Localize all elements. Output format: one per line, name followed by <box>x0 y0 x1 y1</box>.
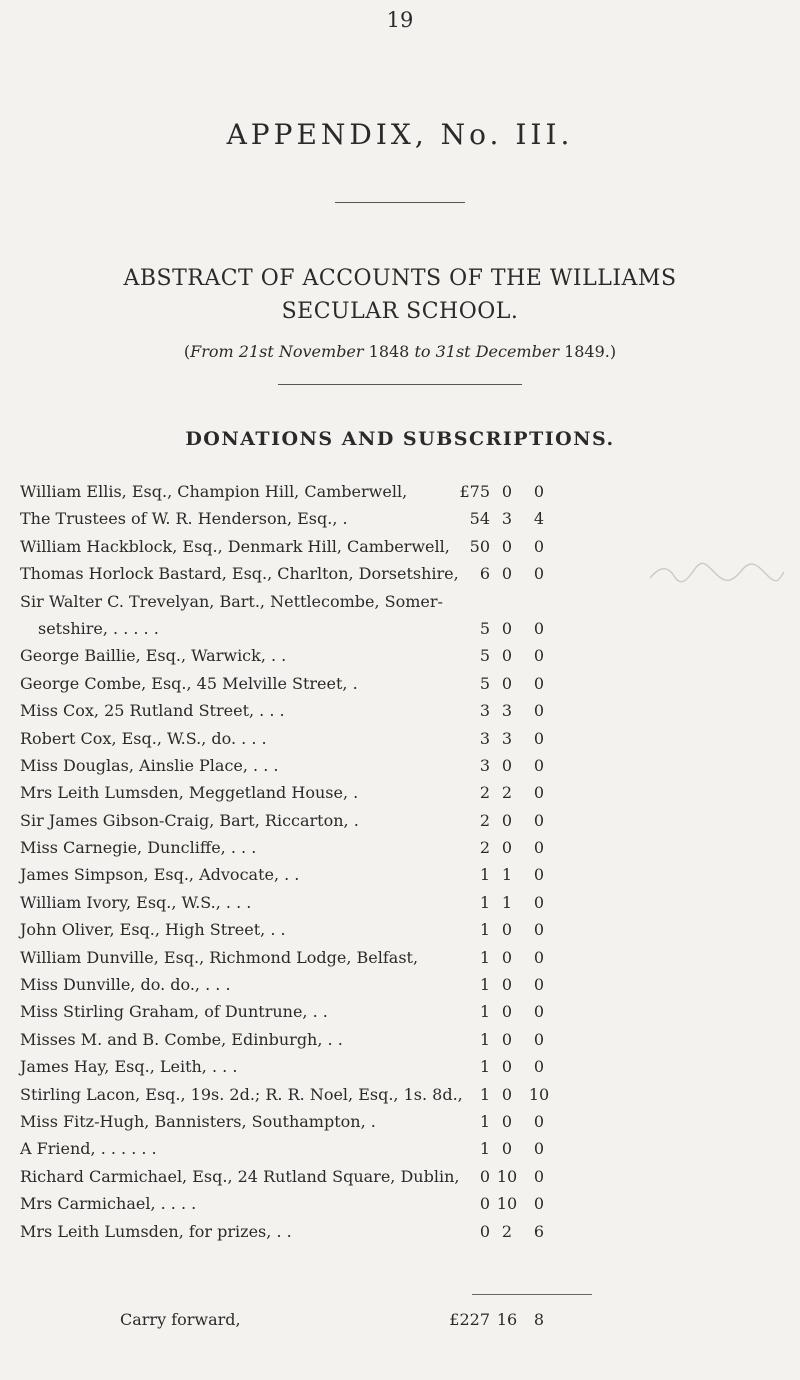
donor-name: Richard Carmichael, Esq., 24 Rutland Square, Dublin, <box>20 1166 460 1186</box>
amount-pence: 0 <box>533 1057 545 1077</box>
amount-pounds: 3 <box>479 701 490 721</box>
amount-pence: 0 <box>533 920 545 940</box>
accounting-period <box>0 342 800 361</box>
total-rule <box>472 1294 592 1295</box>
amount-pence: 0 <box>533 1139 545 1159</box>
period-from: From <box>190 342 234 361</box>
amount-shillings: 0 <box>501 975 513 995</box>
donation-row <box>0 889 800 916</box>
donor-name: Robert Cox, Esq., W.S., do. . . . <box>20 728 267 748</box>
amount-shillings: 0 <box>501 755 513 775</box>
amount-pounds: 2 <box>479 783 490 803</box>
amount-pounds: 1 <box>479 947 490 967</box>
amount-pounds: 54 <box>469 509 490 529</box>
amount-shillings: 0 <box>501 646 513 666</box>
donor-name: James Hay, Esq., Leith, . . . <box>20 1057 238 1077</box>
amount-pounds: 1 <box>479 1002 490 1022</box>
donor-name: Sir Walter C. Trevelyan, Bart., Nettlecombe, Somer- <box>20 591 443 611</box>
amount-shillings: 0 <box>501 1057 513 1077</box>
donation-row <box>0 1190 800 1217</box>
amount-shillings: 10 <box>496 1194 518 1214</box>
donor-name: William Dunville, Esq., Richmond Lodge, Belfast, <box>20 947 419 967</box>
donor-name: Miss Cox, 25 Rutland Street, . . . <box>20 701 285 721</box>
amount-pence: 4 <box>533 509 545 529</box>
amount-shillings: 0 <box>501 1139 513 1159</box>
page-number: 19 <box>386 8 414 32</box>
donation-row <box>0 1081 800 1108</box>
amount-shillings: 0 <box>501 838 513 858</box>
amount-pounds: 6 <box>479 564 490 584</box>
amount-pounds: 3 <box>479 755 490 775</box>
period-end-month: December <box>475 342 559 361</box>
amount-pounds: 1 <box>479 1029 490 1049</box>
amount-shillings: 2 <box>501 1221 513 1241</box>
amount-shillings: 3 <box>501 701 513 721</box>
donation-row <box>0 478 800 505</box>
donor-name: setshire, . . . . . <box>38 618 159 638</box>
amount-pounds: 1 <box>479 1057 490 1077</box>
donation-row <box>0 779 800 806</box>
donor-name: John Oliver, Esq., High Street, . . <box>20 920 286 940</box>
donation-row <box>0 1053 800 1080</box>
amount-pence: 0 <box>533 810 545 830</box>
amount-shillings: 0 <box>501 810 513 830</box>
donation-row <box>0 505 800 532</box>
carry-forward-pounds: £227 <box>449 1310 490 1329</box>
amount-shillings: 1 <box>501 865 513 885</box>
amount-pounds: 0 <box>479 1194 490 1214</box>
amount-pounds: 1 <box>479 975 490 995</box>
amount-shillings: 0 <box>501 1111 513 1131</box>
amount-pounds: 1 <box>479 1111 490 1131</box>
amount-pence: 0 <box>533 1194 545 1214</box>
amount-pounds: 1 <box>479 1139 490 1159</box>
donor-name: Miss Stirling Graham, of Duntrune, . . <box>20 1002 328 1022</box>
amount-pounds: £75 <box>459 482 490 501</box>
faint-handwriting-mark <box>646 560 786 584</box>
amount-pounds: 5 <box>479 673 490 693</box>
donation-row <box>0 615 800 642</box>
amount-shillings: 0 <box>501 564 513 584</box>
donor-name: James Simpson, Esq., Advocate, . . <box>20 865 300 885</box>
amount-shillings: 0 <box>501 1002 513 1022</box>
amount-pence: 0 <box>533 1002 545 1022</box>
carry-forward-pence: 8 <box>533 1310 545 1329</box>
period-start-year: 1848 <box>368 342 410 361</box>
donation-row <box>0 1108 800 1135</box>
amount-pence: 0 <box>533 892 545 912</box>
period-end-year: 1849 <box>564 342 605 361</box>
amount-pence: 0 <box>533 783 545 803</box>
amount-shillings: 0 <box>501 536 513 556</box>
donor-name: Thomas Horlock Bastard, Esq., Charlton, Dorsetshire, <box>20 564 459 584</box>
abstract-title <box>0 262 800 328</box>
amount-pence: 10 <box>528 1084 550 1104</box>
donation-row <box>0 1135 800 1162</box>
amount-shillings: 0 <box>501 1084 513 1104</box>
amount-pence: 0 <box>533 755 545 775</box>
donor-name: Miss Carnegie, Duncliffe, . . . <box>20 838 257 858</box>
amount-pounds: 1 <box>479 1084 490 1104</box>
period-end-day: 31st <box>435 342 471 361</box>
donor-name: William Ivory, Esq., W.S., . . . <box>20 892 252 912</box>
appendix-title: APPENDIX, No. III. <box>226 118 574 151</box>
amount-pounds: 50 <box>469 536 490 556</box>
donor-name: William Ellis, Esq., Champion Hill, Camberwell, <box>20 482 408 501</box>
donation-row <box>0 533 800 560</box>
amount-pence: 0 <box>533 673 545 693</box>
divider-rule <box>278 384 522 385</box>
amount-pence: 0 <box>533 728 545 748</box>
amount-pounds: 1 <box>479 920 490 940</box>
carry-forward-label: Carry forward, <box>120 1310 241 1329</box>
amount-shillings: 10 <box>496 1166 518 1186</box>
amount-shillings: 0 <box>501 947 513 967</box>
donation-row <box>0 834 800 861</box>
donation-row <box>0 1163 800 1190</box>
amount-pounds: 2 <box>479 838 490 858</box>
donation-row <box>0 697 800 724</box>
amount-pence: 0 <box>533 1166 545 1186</box>
amount-shillings: 3 <box>501 509 513 529</box>
amount-shillings: 0 <box>501 673 513 693</box>
donation-row <box>0 998 800 1025</box>
donor-name: A Friend, . . . . . . <box>20 1139 157 1159</box>
amount-pence: 0 <box>533 1111 545 1131</box>
donor-name: Mrs Leith Lumsden, Meggetland House, . <box>20 783 359 803</box>
donor-name: Miss Douglas, Ainslie Place, . . . <box>20 755 279 775</box>
donation-row <box>0 752 800 779</box>
amount-pence: 0 <box>533 947 545 967</box>
amount-pence: 0 <box>533 536 545 556</box>
donation-row <box>0 861 800 888</box>
donor-name: Mrs Leith Lumsden, for prizes, . . <box>20 1221 292 1241</box>
amount-pounds: 1 <box>479 892 490 912</box>
donation-row <box>0 1218 800 1245</box>
amount-shillings: 2 <box>501 783 513 803</box>
amount-pence: 0 <box>533 618 545 638</box>
amount-pence: 0 <box>533 975 545 995</box>
amount-pence: 0 <box>533 1029 545 1049</box>
divider-rule <box>335 202 465 203</box>
donation-row <box>0 944 800 971</box>
amount-shillings: 0 <box>501 618 513 638</box>
amount-pounds: 0 <box>479 1221 490 1241</box>
donation-row <box>0 642 800 669</box>
amount-shillings: 0 <box>501 920 513 940</box>
period-close: .) <box>604 342 617 361</box>
amount-pounds: 5 <box>479 618 490 638</box>
donor-name: Miss Dunville, do. do., . . . <box>20 975 231 995</box>
donation-row <box>0 807 800 834</box>
carry-forward-shillings: 16 <box>496 1310 518 1329</box>
period-start-month: November <box>278 342 364 361</box>
amount-pence: 0 <box>533 838 545 858</box>
abstract-title-line2: SECULAR SCHOOL. <box>281 299 519 324</box>
amount-pence: 0 <box>533 482 545 501</box>
donation-row <box>0 588 800 615</box>
amount-pence: 0 <box>533 646 545 666</box>
amount-pounds: 5 <box>479 646 490 666</box>
amount-shillings: 1 <box>501 892 513 912</box>
donations-list <box>0 478 800 1245</box>
donor-name: The Trustees of W. R. Henderson, Esq., . <box>20 509 348 529</box>
amount-pounds: 1 <box>479 865 490 885</box>
abstract-title-line1: ABSTRACT OF ACCOUNTS OF THE WILLIAMS <box>123 266 677 291</box>
amount-shillings: 3 <box>501 728 513 748</box>
amount-shillings: 0 <box>501 1029 513 1049</box>
amount-shillings: 0 <box>501 482 513 501</box>
period-to: to <box>414 342 431 361</box>
donation-row <box>0 725 800 752</box>
donation-row <box>0 971 800 998</box>
amount-pounds: 3 <box>479 728 490 748</box>
donor-name: Miss Fitz-Hugh, Bannisters, Southampton, . <box>20 1111 376 1131</box>
carry-forward-row <box>0 1306 800 1333</box>
period-start-day: 21st <box>238 342 274 361</box>
donor-name: Stirling Lacon, Esq., 19s. 2d.; R. R. Noel, Esq., 1s. 8d., <box>20 1084 463 1104</box>
amount-pence: 6 <box>533 1221 545 1241</box>
donor-name: George Combe, Esq., 45 Melville Street, . <box>20 673 358 693</box>
donation-row <box>0 670 800 697</box>
donor-name: Mrs Carmichael, . . . . <box>20 1194 197 1214</box>
donor-name: William Hackblock, Esq., Denmark Hill, Camberwell, <box>20 536 450 556</box>
donor-name: Sir James Gibson-Craig, Bart, Riccarton, . <box>20 810 359 830</box>
section-heading: DONATIONS AND SUBSCRIPTIONS. <box>185 428 615 450</box>
amount-pence: 0 <box>533 865 545 885</box>
period-open: ( <box>183 342 191 361</box>
amount-pounds: 0 <box>479 1166 490 1186</box>
amount-pounds: 2 <box>479 810 490 830</box>
amount-pence: 0 <box>533 701 545 721</box>
donor-name: George Baillie, Esq., Warwick, . . <box>20 646 287 666</box>
donor-name: Misses M. and B. Combe, Edinburgh, . . <box>20 1029 343 1049</box>
donation-row <box>0 1026 800 1053</box>
amount-pence: 0 <box>533 564 545 584</box>
donation-row <box>0 916 800 943</box>
